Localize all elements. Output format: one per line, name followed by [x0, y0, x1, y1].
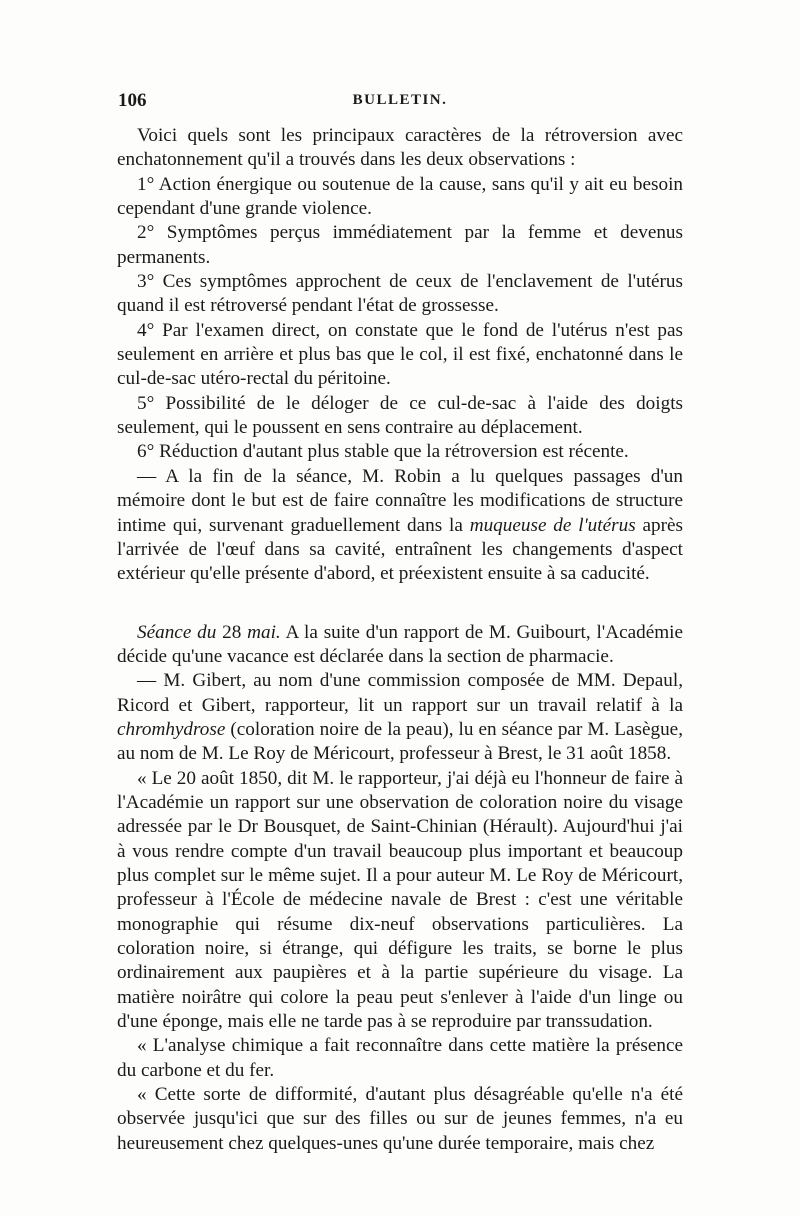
paragraph-8: [117, 465, 683, 587]
paragraph-7: [117, 440, 683, 464]
text-run: « Cette sorte de difformité, d'autant plus désagréable qu'elle n'a été observée jusqu'ici que sur des filles ou sur de jeunes femmes, n'a eu heureusement chez quelques-unes qu'une durée temporaire, mais chez: [117, 1084, 683, 1154]
paragraph-5: [117, 319, 683, 392]
text-run: 1° Action énergique ou soutenue de la cause, sans qu'il y ait eu besoin cependant d'une grande violence.: [117, 173, 683, 220]
paragraph-10: [117, 669, 683, 766]
paragraph-3: [117, 221, 683, 270]
paragraph-9: [117, 621, 683, 670]
text-run: 3° Ces symptômes approchent de ceux de l'enclavement de l'utérus quand il est rétroversé pendant l'état de grossesse.: [117, 271, 683, 317]
text-run: « L'analyse chimique a fait reconnaître dans cette matière la présence du carbone et du fer.: [117, 1035, 683, 1081]
text-run: après l'arrivée de l'œuf dans sa cavité, entraînent les changements d'aspect extérieur qu'elle présente d'abord, et préexistent ensuite à sa caducité.: [117, 514, 683, 585]
paragraph-1: [117, 124, 683, 173]
body-text: [117, 124, 683, 1156]
text-run: A la suite d'un rapport de M. Guibourt, l'Académie décide qu'une vacance est déclarée dans la section de pharmacie.: [117, 621, 683, 667]
italic-text: muqueuse de l'utérus: [469, 514, 636, 536]
italic-text: mai.: [247, 621, 281, 643]
text-run: — A la fin de la séance, M. Robin a lu quelques passages d'un mémoire dont le but est de faire connaître les modifications de structure intime qui, survenant graduellement dans la: [117, 465, 683, 536]
text-run: 4° Par l'examen direct, on constate que le fond de l'utérus n'est pas seulement en arrière et plus bas que le col, il est fixé, enchatonné dans le cul-de-sac utéro-rectal du péritoine.: [117, 319, 683, 390]
paragraph-13: [117, 1083, 683, 1156]
paragraph-4: [117, 270, 683, 319]
text-run: 6° Réduction d'autant plus stable que la rétroversion est récente.: [137, 441, 629, 463]
paragraph-2: [117, 173, 683, 222]
text-run: 5° Possibilité de le déloger de ce cul-de-sac à l'aide des doigts seulement, qui le poussent en sens contraire au déplacement.: [117, 392, 683, 439]
page-header: [118, 90, 682, 116]
running-title: BULLETIN.: [352, 92, 448, 108]
paragraph-6: [117, 392, 683, 441]
page-number: 106: [118, 90, 147, 111]
paragraph-12: [117, 1034, 683, 1083]
italic-text: chromhydrose: [117, 718, 226, 740]
text-run: (coloration noire de la peau), lu en séance par M. Lasègue, au nom de M. Le Roy de Méricourt, professeur à Brest, le 31 août 1858.: [117, 718, 683, 765]
text-run: « Le 20 août 1850, dit M. le rapporteur, j'ai déjà eu l'honneur de faire à l'Académie un rapport sur une observation de coloration noire du visage adressée par le Dr Bousquet, de Saint-Chinian (Hérault). Aujourd'hui j'ai à vous rendre compte d'un travail beaucoup plus important et beaucoup plus complet sur le même sujet. Il a pour auteur M. Le Roy de Méricourt, professeur à l'École de médecine navale de Brest : c'est une véritable monographie qui résume dix-neuf observations particulières. La coloration noire, si étrange, qui défigure les traits, se borne le plus ordinairement aux paupières et à la partie supérieure du visage. La matière noirâtre qui colore la peau peut s'enlever à l'aide d'un linge ou d'une éponge, mais elle ne tarde pas à se reproduire par transsudation.: [117, 767, 683, 1033]
text-run: 2° Symptômes perçus immédiatement par la femme et devenus permanents.: [117, 222, 683, 268]
text-run: 28: [216, 621, 248, 643]
paragraph-11: [117, 767, 683, 1035]
text-run: — M. Gibert, au nom d'une commission composée de MM. Depaul, Ricord et Gibert, rapporteur, lit un rapport sur un travail relatif à la: [117, 670, 683, 716]
section-gap: [117, 587, 683, 621]
italic-text: Séance du: [137, 621, 217, 643]
text-run: Voici quels sont les principaux caractères de la rétroversion avec enchatonnement qu'il a trouvés dans les deux observations :: [117, 125, 683, 171]
